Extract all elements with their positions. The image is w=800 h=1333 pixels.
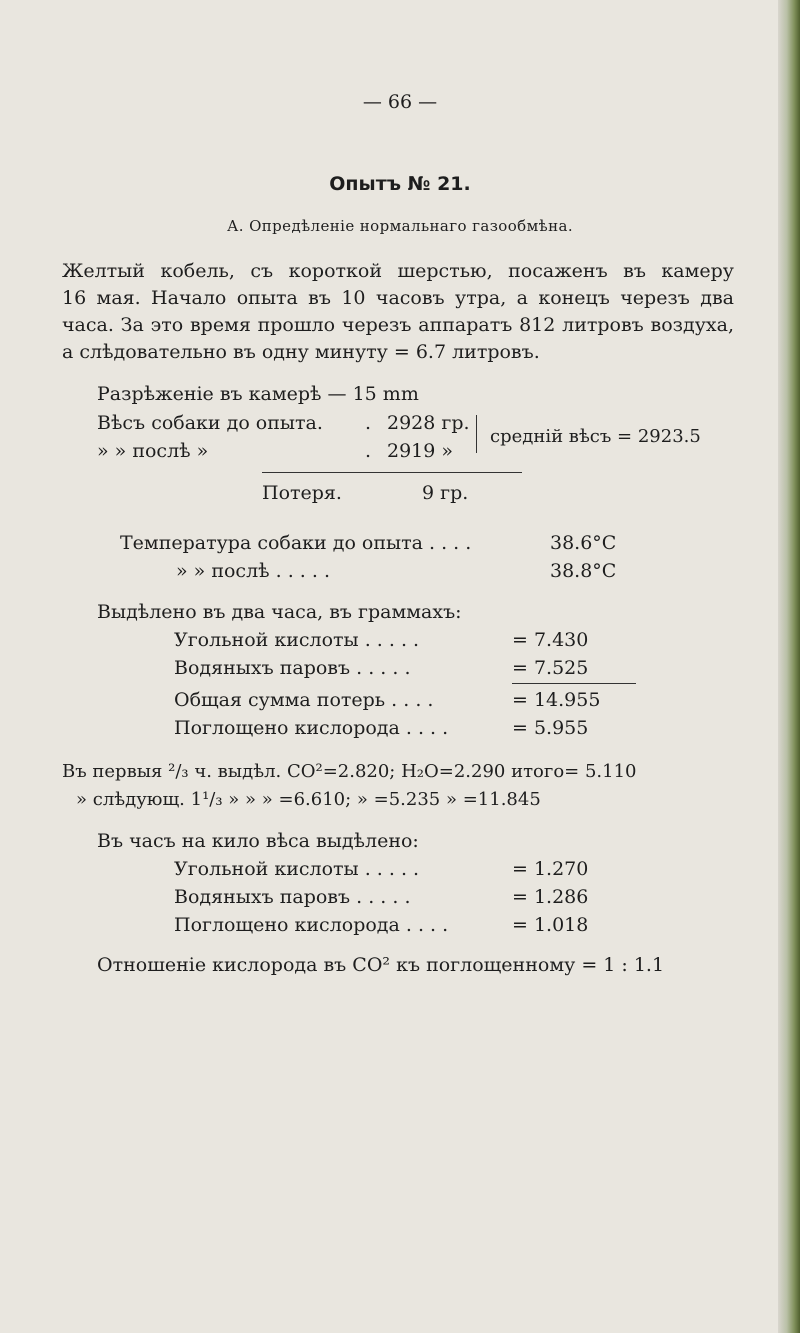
weight-after-value: 2919 »: [387, 440, 454, 462]
temp-after-label: » » послѣ . . . . .: [176, 560, 330, 582]
weight-loss-value: 9 гр.: [422, 482, 469, 504]
perkilo-o2-value: = 1.018: [512, 914, 589, 936]
intro-line: Желтый кобель, съ короткой шерстью, посаженъ въ камеру: [62, 260, 734, 282]
thirds-row-2: » слѣдующ. 1¹/₃ » » » =6.610; » =5.235 » =11.845: [76, 789, 541, 810]
perkilo-co2-value: = 1.270: [512, 858, 589, 880]
page-edge-stain: [778, 0, 800, 1333]
released-heading: Выдѣлено въ два часа, въ граммахъ:: [97, 601, 462, 623]
released-h2o-label: Водяныхъ паровъ . . . . .: [174, 657, 411, 679]
weight-before-value: 2928 гр.: [387, 412, 470, 434]
thirds-row-1: Въ первыя ²/₃ ч. выдѣл. CO²=2.820; H₂O=2.290 итого= 5.110: [62, 761, 637, 782]
intro-line: 16 мая. Начало опыта въ 10 часовъ утра, а конецъ черезъ два: [62, 287, 734, 309]
weight-brace: [476, 415, 485, 453]
section-subtitle: А. Опредѣленіе нормальнаго газообмѣна.: [226, 217, 574, 235]
weight-after-dots: .: [365, 440, 372, 462]
temp-before-label: Температура собаки до опыта . . . .: [120, 532, 472, 554]
perkilo-heading: Въ часъ на кило вѣса выдѣлено:: [97, 830, 419, 852]
released-rule: [512, 683, 636, 684]
weight-before-label: Вѣсъ собаки до опыта.: [97, 412, 323, 434]
weight-before-dots: .: [365, 412, 372, 434]
perkilo-co2-label: Угольной кислоты . . . . .: [174, 858, 420, 880]
rarefaction-line: Разрѣженіе въ камерѣ — 15 mm: [97, 383, 419, 405]
released-total-value: = 14.955: [512, 689, 601, 711]
weight-after-label: » » послѣ »: [97, 440, 209, 462]
experiment-title: Опытъ № 21.: [329, 173, 471, 195]
released-total-label: Общая сумма потерь . . . .: [174, 689, 434, 711]
temp-after-value: 38.8°C: [550, 560, 617, 582]
weight-rule: [262, 472, 522, 473]
released-co2-value: = 7.430: [512, 629, 589, 651]
page-number: — 66 —: [362, 91, 438, 113]
released-h2o-value: = 7.525: [512, 657, 589, 679]
perkilo-h2o-value: = 1.286: [512, 886, 589, 908]
intro-paragraph: [62, 258, 734, 366]
temp-before-value: 38.6°C: [550, 532, 617, 554]
perkilo-h2o-label: Водяныхъ паровъ . . . . .: [174, 886, 411, 908]
released-o2-value: = 5.955: [512, 717, 589, 739]
released-o2-label: Поглощено кислорода . . . .: [174, 717, 449, 739]
intro-line: а слѣдовательно въ одну минуту = 6.7 литровъ.: [62, 341, 540, 363]
released-co2-label: Угольной кислоты . . . . .: [174, 629, 420, 651]
weight-average: средній вѣсъ = 2923.5: [490, 426, 701, 447]
perkilo-o2-label: Поглощено кислорода . . . .: [174, 914, 449, 936]
intro-line: часа. За это время прошло черезъ аппаратъ 812 литровъ воздуха,: [62, 314, 734, 336]
ratio-line: Отношеніе кислорода въ CO² къ поглощенному = 1 : 1.1: [97, 954, 665, 976]
weight-loss-label: Потеря.: [262, 482, 342, 504]
